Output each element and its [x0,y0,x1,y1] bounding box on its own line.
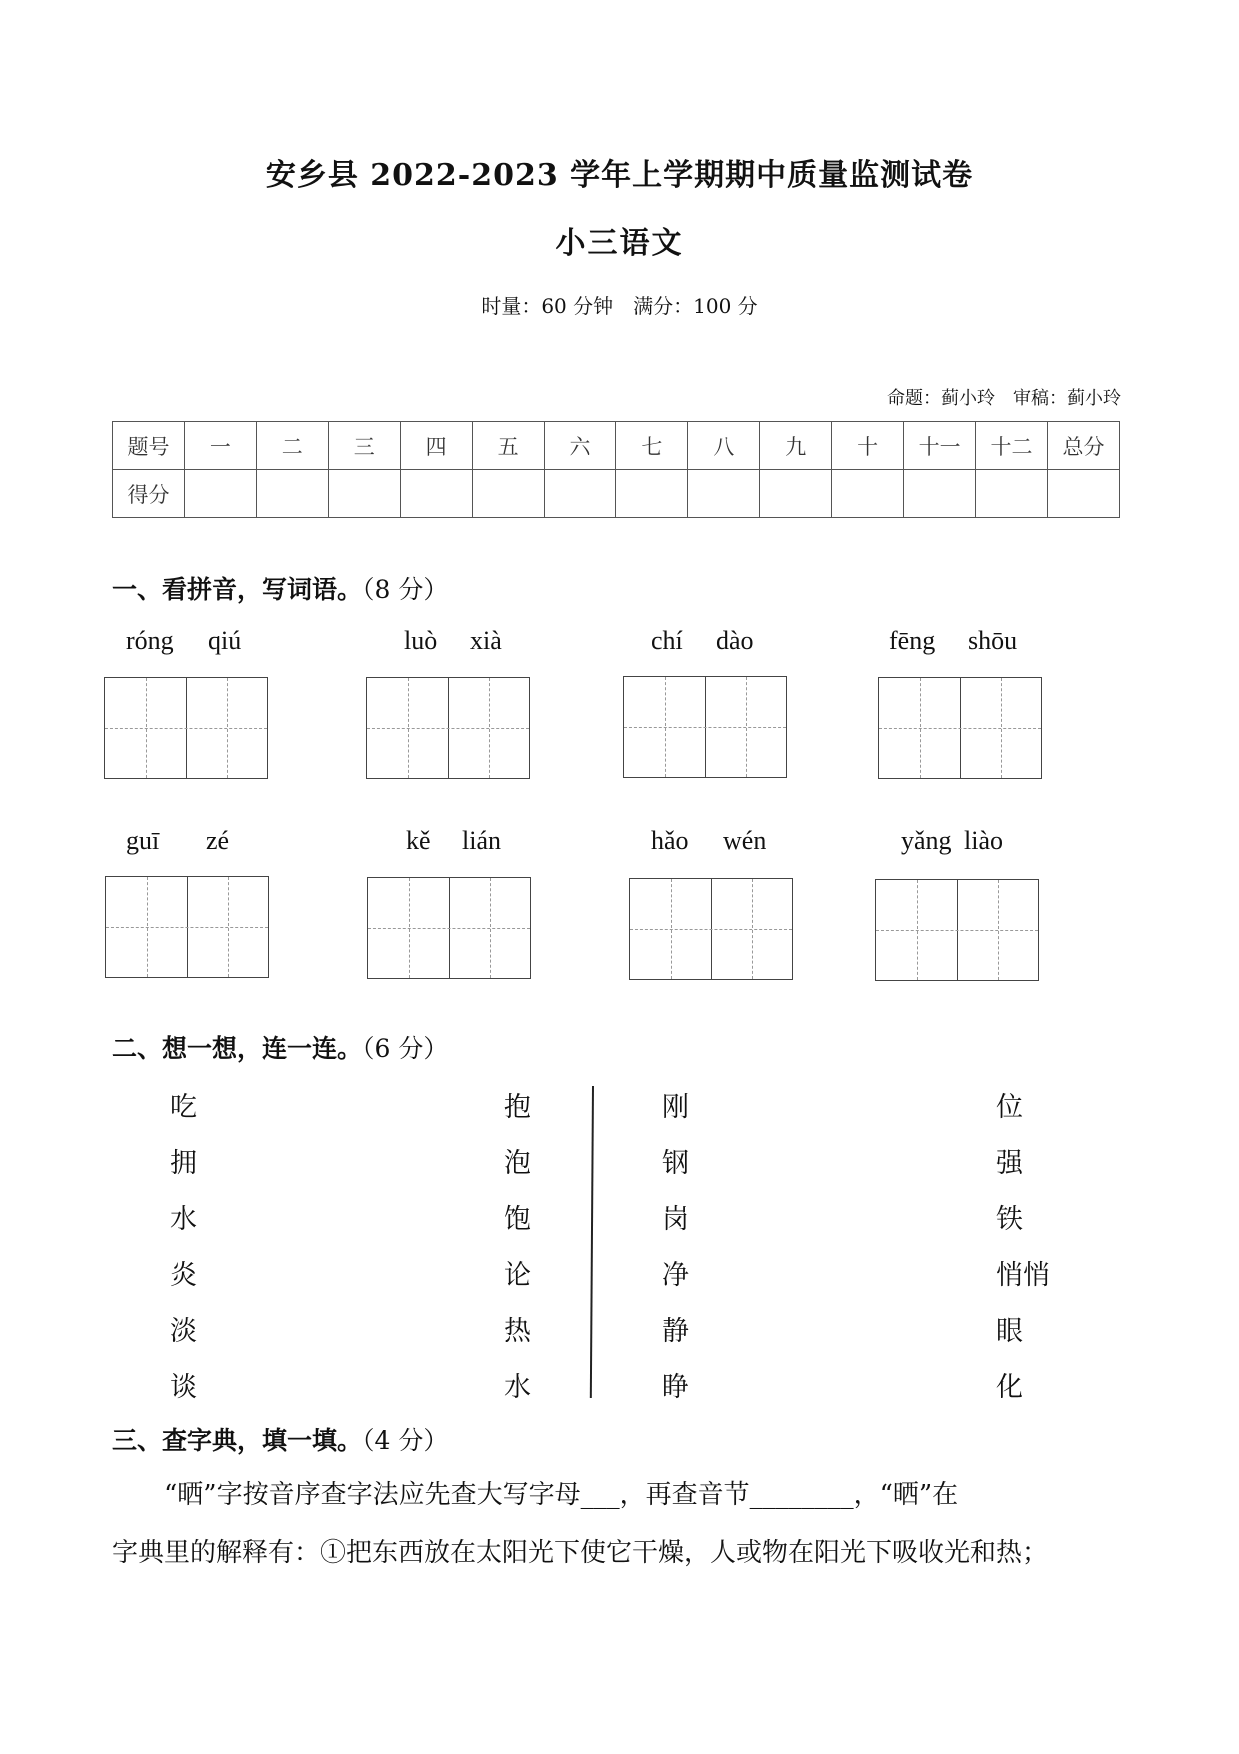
score-header-cell: 九 [760,422,832,470]
match-right-char[interactable]: 铁 [996,1204,1023,1235]
score-header-cell: 十一 [904,422,976,470]
section2-heading [112,1029,448,1065]
writing-grid[interactable] [104,677,268,779]
pinyin-7a: hǎo [651,826,689,855]
score-header-cell: 五 [472,422,544,470]
score-cell[interactable] [544,470,616,518]
score-cell[interactable] [1047,470,1119,518]
match-left-char[interactable]: 钢 [662,1148,689,1179]
exam-authors: 命题：蓟小玲 审稿：蓟小玲 [887,388,1121,409]
score-table-score-row [113,470,1120,518]
match-left-char[interactable]: 吃 [170,1092,197,1123]
score-header-cell: 十 [832,422,904,470]
section1-title: 一、看拼音，写词语。 [112,575,363,604]
score-cell[interactable] [616,470,688,518]
match-right-char[interactable]: 热 [504,1316,531,1347]
match-left-char[interactable]: 净 [662,1260,689,1291]
writing-grid[interactable] [105,876,269,978]
section3-line2: 字典里的解释有：①把东西放在太阳光下使它干燥，人或物在阳光下吸收光和热； [112,1538,1049,1568]
pinyin-6a: kě [406,826,431,855]
match-right-char[interactable]: 悄悄 [996,1260,1050,1291]
score-cell[interactable] [904,470,976,518]
score-cell[interactable] [760,470,832,518]
score-cell[interactable] [184,470,256,518]
pinyin-3a: chí [651,626,683,655]
score-header-cell: 三 [328,422,400,470]
match-left-char[interactable]: 静 [662,1316,689,1347]
writing-grid[interactable] [629,878,793,980]
section3-points: （4 分） [362,1426,449,1455]
score-cell[interactable] [400,470,472,518]
score-table [112,421,1120,518]
match-right-char[interactable]: 位 [996,1092,1023,1123]
exam-meta: 时量：60 分钟 满分：100 分 [481,294,758,318]
match-left-char[interactable]: 睁 [662,1372,689,1403]
section1-points: （8 分） [362,575,449,604]
writing-grid[interactable] [875,879,1039,981]
score-header-cell: 总分 [1047,422,1119,470]
match-left-char[interactable]: 刚 [662,1092,689,1123]
match-left-char[interactable]: 谈 [170,1372,197,1403]
writing-grid[interactable] [367,877,531,979]
match-right-char[interactable]: 强 [996,1148,1023,1179]
column-divider [590,1086,594,1398]
match-right-char[interactable]: 眼 [996,1316,1023,1347]
pinyin-4b: shōu [968,626,1018,655]
score-header-cell: 四 [400,422,472,470]
score-cell[interactable] [328,470,400,518]
match-right-char[interactable]: 水 [504,1372,531,1403]
score-cell[interactable] [472,470,544,518]
match-left-char[interactable]: 水 [170,1204,197,1235]
section3-heading [112,1421,448,1457]
pinyin-5a: guī [126,826,160,855]
score-cell[interactable] [976,470,1048,518]
score-header-cell: 六 [544,422,616,470]
pinyin-8b: liào [964,826,1003,855]
match-left-char[interactable]: 拥 [170,1148,197,1179]
pinyin-8a: yǎng [901,826,952,855]
score-header-cell: 二 [256,422,328,470]
score-header-cell: 十二 [976,422,1048,470]
score-header-cell: 题号 [113,422,185,470]
section2-title: 二、想一想，连一连。 [112,1034,363,1063]
score-cell[interactable] [688,470,760,518]
writing-grid[interactable] [623,676,787,778]
match-right-char[interactable]: 饱 [504,1204,531,1235]
section2-points: （6 分） [362,1034,449,1063]
pinyin-5b: zé [206,826,230,855]
score-cell[interactable] [832,470,904,518]
pinyin-1a: róng [126,626,174,655]
section3-title: 三、查字典，填一填。 [112,1426,363,1455]
writing-grid[interactable] [366,677,530,779]
match-left-char[interactable]: 岗 [662,1204,689,1235]
match-right-char[interactable]: 化 [996,1372,1023,1403]
score-header-cell: 七 [616,422,688,470]
section3-line1: “晒”字按音序查字法应先查大写字母___，再查音节________，“晒”在 [112,1480,959,1510]
pinyin-3b: dào [716,626,754,655]
exam-title: 安乡县 2022-2023 学年上学期期中质量监测试卷 [265,158,974,193]
match-right-char[interactable]: 论 [504,1260,531,1291]
match-right-char[interactable]: 泡 [504,1148,531,1179]
writing-grid[interactable] [878,677,1042,779]
score-table-header-row [113,422,1120,470]
pinyin-7b: wén [723,826,767,855]
match-right-char[interactable]: 抱 [504,1092,531,1123]
exam-subtitle: 小三语文 [555,226,684,261]
section1-heading [112,570,448,606]
score-header-cell: 八 [688,422,760,470]
match-left-char[interactable]: 炎 [170,1260,197,1291]
pinyin-1b: qiú [208,626,242,655]
pinyin-6b: lián [462,826,501,855]
score-label-cell: 得分 [113,470,185,518]
pinyin-2b: xià [470,626,502,655]
match-left-char[interactable]: 淡 [170,1316,197,1347]
pinyin-4a: fēng [889,626,936,655]
pinyin-2a: luò [404,626,438,655]
score-cell[interactable] [256,470,328,518]
score-header-cell: 一 [184,422,256,470]
